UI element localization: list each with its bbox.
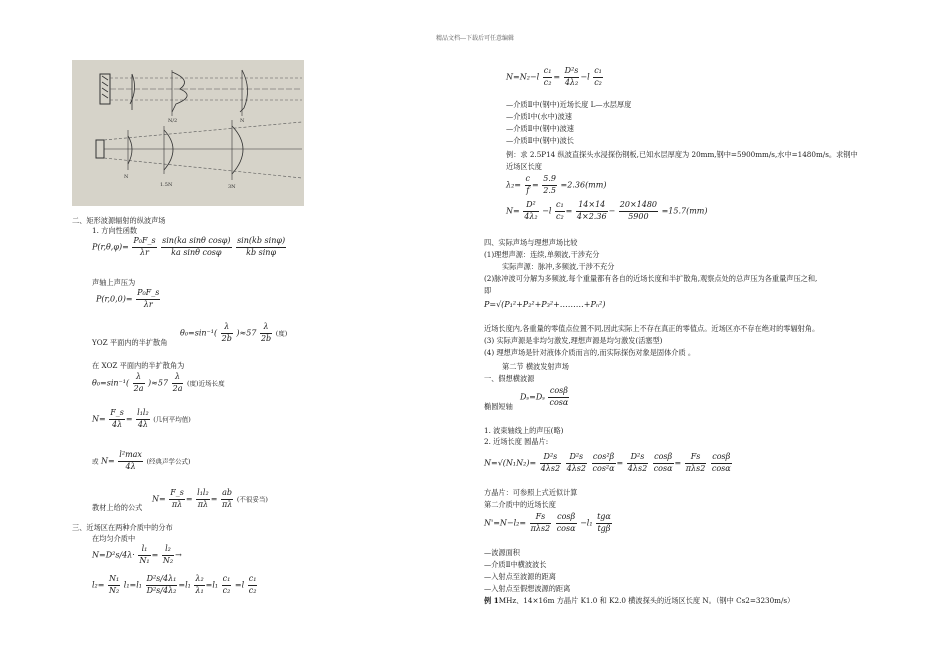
- legend-wavelength: —介质Ⅱ中横波波长: [484, 560, 547, 569]
- pulse-wave-text-cont: 即: [484, 286, 492, 295]
- formula-uniform: N=D²s/4λ· $\frac{\text{l₁}}{\text{N₁}}$ = $\frac{\text{l₂}}{\text{N₂}}$ →: [92, 544, 182, 565]
- definition-4: —介质Ⅱ中(钢中)波长: [506, 136, 574, 145]
- formula-near-circle: N=√(N₁N₂)= $\frac{\text{D²s}}{4\lambda s2}$ $\frac{\text{D²s}}{4\lambda s2}$ $\frac{\text{cos²β}}{\text{cos²α}}$ = $\frac{\text{D²s}}{4\lambda s2}$ $\frac{\cos\beta}{\cos\alpha}$ = $\frac{Fs}{\text{πλs2}}$ $\frac{\cos\beta}{\cos\alpha}$: [484, 452, 731, 473]
- section3-title: 三、近场区在两种介质中的分布: [72, 523, 173, 532]
- formula-near-field-classic: 或 N= $\frac{\text{l²max}}{4\lambda}$ (经典声学公式): [92, 450, 191, 471]
- label-n-bottom: N: [124, 174, 129, 180]
- near-field-note-3: (4) 理想声场是针对液体介质而言的,而实际探伤对象是固体介质 。: [484, 348, 696, 357]
- formula-l2: l₂= $\frac{\text{N₁}}{\text{N₂}}$ l₁=l₁ $\frac{\text{D²s/4λ₁}}{\text{D²s/4λ₂}}$ =l₁ $\frac{\text{λ₂}}{\text{λ₁}}$ =l₁ $\frac{\text{c₁}}{\text{c₂}}$ =l $\frac{\text{c₁}}{\text{c₂}}$: [92, 574, 257, 595]
- formula-ds: Dₛ=Dₛ $\frac{\cos\beta}{\cos\alpha}$: [520, 386, 569, 407]
- section4-title: 四、实际声场与理想声场比较: [484, 238, 578, 247]
- item-beam-axis: 1. 波束轴线上的声压(略): [484, 426, 564, 435]
- item-near-length: 2. 近场长度 圆晶片:: [484, 437, 549, 446]
- definition-2: —介质Ⅰ中(水中)波速: [506, 112, 572, 121]
- definition-3: —介质Ⅱ中(钢中)波速: [506, 124, 574, 133]
- figure-sound-field-diagram: [72, 60, 304, 206]
- formula-textbook: N= $\frac{F\_s}{\pi\lambda}$ = $\frac{\text{l₁l₂}}{\pi\lambda}$ = $\frac{ab}{\pi\lambda}$ (不很妥当): [152, 488, 268, 509]
- label-3n: 3N: [228, 184, 236, 190]
- virtual-source-heading: 一、假想横波源: [484, 374, 535, 383]
- ideal-source: (1)理想声源：连续,单频波,干涉充分: [484, 250, 600, 259]
- square-wafer-note: 方晶片：可参照上式近似计算: [484, 488, 578, 497]
- section-2-heading: 第二节 横波发射声场: [502, 362, 569, 371]
- label-n: N: [240, 118, 245, 124]
- formula-yoz: θ₀=sin⁻¹( $\frac{\lambda}{2b}$ )≈57 $\frac{\lambda}{2b}$ (度): [180, 322, 288, 343]
- ellipse-minor-axis: 椭圆短轴: [484, 402, 513, 411]
- formula-total-pressure: P=√(P₁²+P₂²+P₃²+………+Pₙ²): [484, 300, 606, 309]
- example-1-text: 例：求 2.5P14 纵波直探头水浸探伤钢板,已知水层厚度为 20mm,钢中=5900mm/s,水中=1480m/s。求钢中: [506, 150, 858, 159]
- formula-axis-pressure: P(r,0,0)= $\frac{\text{P₀F\_s}}{\lambda r}$: [96, 288, 160, 309]
- pulse-wave-text: (2)脉冲波可分解为多频波,每个重量都有各自的近场长度和半扩散角,观察点处的总声压为各重量声压之和,: [484, 274, 818, 283]
- near-field-note-1: 近场长度内,各重量的零值点位置不同,因此实际上不存在真正的零值点。近场区亦不存在绝对的零辐射角。: [484, 324, 820, 333]
- textbook-label: 教材上给的公式: [92, 503, 143, 512]
- formula-wavelength: λ₂= $\frac{c}{f}$ = $\frac{5.9}{2.5}$ =2.36(mm): [506, 174, 607, 195]
- item-direction-function: 1. 方向性函数: [92, 226, 138, 235]
- uniform-medium: 在均匀介质中: [92, 534, 136, 543]
- label-1-5n: 1.5N: [160, 182, 173, 188]
- diagram-svg: [72, 60, 304, 206]
- legend-distance-source: —入射点至波源的距离: [484, 572, 556, 581]
- second-medium-note: 第二介质中的近场长度: [484, 500, 556, 509]
- section2-title: 二、矩形波源辐射的纵波声场: [72, 216, 166, 225]
- yoz-label: YOZ 平面内的半扩散角: [92, 338, 168, 347]
- xoz-label: 在 XOZ 平面内的半扩散角为: [92, 361, 185, 370]
- formula-n-steel: N=N₂−l $\frac{\text{c₁}}{\text{c₂}}$ = $\frac{\text{D²s}}{\text{4λ₂}}$ −l $\frac{\text{c₁}}{\text{c₂}}$: [506, 66, 602, 87]
- definition-1: —介质Ⅱ中(钢中)近场长度 L—水层厚度: [506, 100, 632, 109]
- axis-pressure-label: 声轴上声压为: [92, 278, 136, 287]
- formula-xoz: θ₀=sin⁻¹( $\frac{\lambda}{2a}$ )≈57 $\frac{\lambda}{2a}$ (度)近场长度: [92, 372, 225, 393]
- example-1-text-cont: 近场区长度: [506, 162, 542, 171]
- legend-area: —波源面积: [484, 548, 520, 557]
- label-n-half: N/2: [168, 118, 178, 124]
- near-field-note-2: (3) 实际声源是非均匀激发,理想声源是均匀激发(活塞型): [484, 336, 663, 345]
- example-final: 例 1MHz、14×16m 方晶片 K1.0 和 K2.0 横波探头的近场区长度 N。（钢中 Cs2=3230m/s）: [484, 596, 795, 605]
- formula-directivity: P(r,θ,φ)= $\frac{\text{P₀F\_s}}{\lambda r}$ $\frac{\text{sin(ka sinθ cosφ)}}{\text{ka sinθ cosφ}}$ $\frac{\text{sin(kb sinφ)}}{\text{kb sinφ}}$: [92, 236, 286, 257]
- formula-n-prime: N'=N−l₂= $\frac{Fs}{\text{πλs2}}$ $\frac{\cos\beta}{\cos\alpha}$ −l₁ $\frac{\text{tgα}}{\text{tgβ}}$: [484, 512, 611, 533]
- legend-distance-virtual: —入射点至假想波源的距离: [484, 584, 571, 593]
- page-header: 精品文档---下载后可任意编辑: [435, 35, 515, 42]
- formula-example-n: N= $\frac{\text{D²}}{\text{4λ₂}}$ −l $\frac{\text{c₁}}{\text{c₂}}$ = $\frac{14\times 14}{4\times 2.36}$ − $\frac{20\times 1480}{5900}$ =15.7(mm): [506, 200, 708, 221]
- formula-near-field: N= $\frac{F\_s}{4\lambda}$ = $\frac{\text{l₁l₂}}{4\lambda}$ (几何平均值): [92, 408, 191, 429]
- actual-source: 实际声源：脉冲,多频波,干涉不充分: [502, 262, 615, 271]
